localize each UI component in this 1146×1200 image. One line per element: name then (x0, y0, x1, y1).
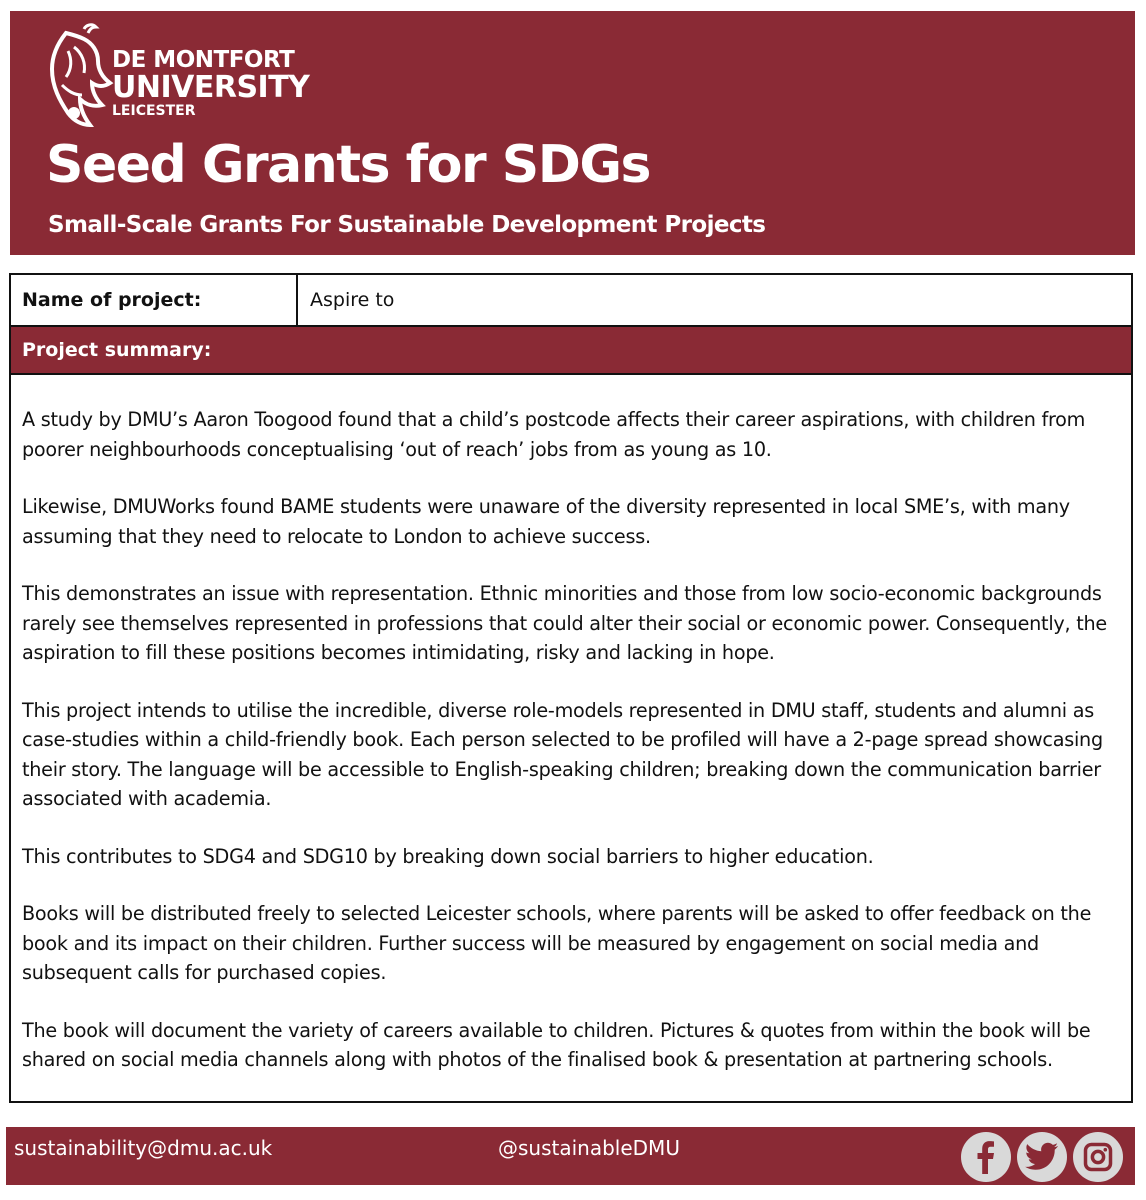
project-table (9, 273, 1133, 1103)
instagram-icon[interactable] (1073, 1132, 1123, 1182)
summary-paragraph: The book will document the variety of careers available to children. Pictures & quotes from within the book will be shared on social media channels along with photos of the finalised book & presentation at partnering schools. (22, 1018, 1091, 1071)
summary-paragraph: Likewise, DMUWorks found BAME students were unaware of the diversity represented in local SME’s, with many assuming that they need to relocate to London to achieve success. (22, 495, 1070, 548)
logo-wordmark (112, 49, 309, 118)
summary-paragraph: A study by DMU’s Aaron Toogood found that a child’s postcode affects their career aspirations, with children from poorer neighbourhoods conceptualising ‘out of reach’ jobs from as young as 10. (22, 408, 1086, 461)
summary-paragraph: Books will be distributed freely to selected Leicester schools, where parents will be asked to offer feedback on the book and its impact on their children. Further success will be measured by engagement on social media and subsequent calls for purchased copies. (22, 902, 1092, 984)
logo-line-2: UNIVERSITY (112, 70, 310, 105)
project-summary-body (11, 375, 1131, 1101)
facebook-icon[interactable] (961, 1132, 1011, 1182)
header-banner (10, 11, 1135, 255)
twitter-icon[interactable] (1017, 1132, 1067, 1182)
project-name-label: Name of project: (11, 275, 298, 325)
project-summary-label: Project summary: (11, 327, 1131, 375)
page-subtitle: Small-Scale Grants For Sustainable Development Projects (48, 212, 766, 238)
page-title: Seed Grants for SDGs (46, 135, 651, 195)
summary-paragraph: This contributes to SDG4 and SDG10 by breaking down social barriers to higher education. (22, 844, 874, 868)
project-name-value: Aspire to (310, 289, 395, 311)
summary-paragraph: This project intends to utilise the incredible, diverse role-models represented in DMU staff, students and alumni as case-studies within a child-friendly book. Each person selected to be profiled will have a 2-page spread showcasing their story. The language will be accessible to English-speaking children; breaking down the communication barrier associated with academia. (22, 698, 1103, 810)
logo-line-1: DE MONTFORT (112, 47, 295, 73)
lion-crest-icon (44, 21, 114, 131)
project-name-row (11, 275, 1131, 327)
footer-bar (6, 1127, 1135, 1185)
contact-email[interactable]: sustainability@dmu.ac.uk (14, 1136, 273, 1160)
social-handle[interactable]: @sustainableDMU (498, 1136, 680, 1160)
summary-paragraph: This demonstrates an issue with representation. Ethnic minorities and those from low socio-economic backgrounds rarely see themselves represented in professions that could alter their social or economic power. Consequently, the aspiration to fill these positions becomes intimidating, risky and lacking in hope. (22, 582, 1107, 664)
university-logo (44, 21, 310, 133)
logo-line-3: LEICESTER (112, 103, 196, 119)
